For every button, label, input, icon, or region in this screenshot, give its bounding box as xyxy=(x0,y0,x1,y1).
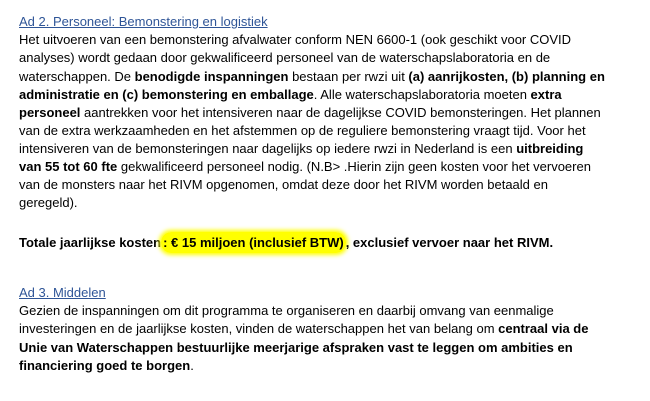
bold-text: personeel xyxy=(19,105,81,120)
paragraph-line xyxy=(19,86,562,103)
highlighted-cost: : € 15 miljoen (inclusief BTW) xyxy=(161,232,346,253)
bold-text: extra xyxy=(530,87,562,102)
bold-text: centraal via de xyxy=(498,321,589,336)
text-run: bestaan per rwzi uit xyxy=(288,69,409,84)
bold-text: benodigde inspanningen xyxy=(134,69,289,84)
paragraph-line xyxy=(19,357,194,374)
paragraph-line xyxy=(19,68,605,85)
bold-text: van 55 tot 60 fte xyxy=(19,159,118,174)
bold-text: Totale jaarlijkse kosten xyxy=(19,235,162,250)
paragraph-line: Het uitvoeren van een bemonstering afvalwater conform NEN 6600-1 (ook geschikt voor COVID xyxy=(19,32,572,47)
text-run: intensiveren van de bemonsteringen naar dagelijks op iedere rwzi in Nederland is een xyxy=(19,141,517,156)
bold-text: uitbreiding xyxy=(516,141,584,156)
bold-text: administratie en (c) bemonstering en emballage xyxy=(19,87,314,102)
paragraph-line: van de extra werkzaamheden en het afstemmen op de reguliere bemonstering vraagt tijd. Voor het xyxy=(19,123,586,138)
bold-text: financiering goed te borgen xyxy=(19,358,191,373)
bold-text: Unie van Waterschappen bestuurlijke meerjarige afspraken vast te leggen om ambities en xyxy=(19,340,573,355)
paragraph-line xyxy=(19,104,601,121)
text-run: aantrekken voor het intensiveren naar de dagelijkse COVID bemonsteringen. Het plannen xyxy=(80,105,601,120)
bold-text: (a) aanrijkosten, (b) planning en xyxy=(408,69,605,84)
section-2-heading: Ad 2. Personeel: Bemonstering en logistiek xyxy=(19,14,268,29)
text-run: . xyxy=(190,358,194,373)
paragraph-line xyxy=(19,158,591,175)
section-3-heading: Ad 3. Middelen xyxy=(19,285,106,300)
paragraph-line: analyses) wordt gedaan door gekwalificeerd personeel van de waterschapslaboratoria en de xyxy=(19,50,551,65)
paragraph-line xyxy=(19,339,573,356)
total-cost-line xyxy=(19,234,553,251)
text-run: gekwalificeerd personeel nodig. (N.B> .Hierin zijn geen kosten voor het vervoeren xyxy=(117,159,591,174)
paragraph-line xyxy=(19,140,583,157)
paragraph-line: geregeld). xyxy=(19,195,78,210)
text-run: . Alle waterschapslaboratoria moeten xyxy=(313,87,531,102)
paragraph-line: van de monsters naar het RIVM opgenomen, omdat deze door het RIVM worden betaald en xyxy=(19,177,548,192)
bold-text: , exclusief vervoer naar het RIVM. xyxy=(345,235,554,250)
text-run: waterschappen. De xyxy=(19,69,135,84)
paragraph-line: Gezien de inspanningen om dit programma te organiseren en daarbij omvang van eenmalige xyxy=(19,303,554,318)
text-run: investeringen en de jaarlijkse kosten, vinden de waterschappen het van belang om xyxy=(19,321,499,336)
paragraph-line xyxy=(19,320,588,337)
